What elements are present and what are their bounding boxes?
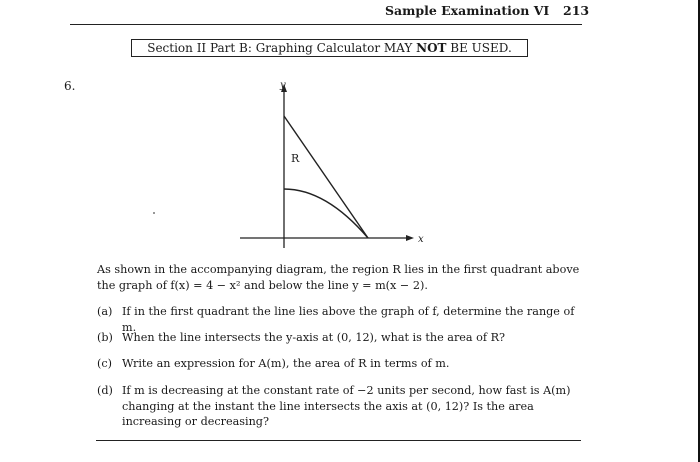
line-curve	[284, 116, 368, 238]
part-a-label: (a)	[97, 305, 113, 318]
part-c-label: (c)	[97, 357, 112, 370]
part-d-label: (d)	[97, 384, 113, 397]
problem-number: 6.	[64, 79, 76, 93]
section-suffix: BE USED.	[446, 41, 512, 55]
header-rule	[70, 24, 582, 25]
part-c-text: Write an expression for A(m), the area of R in terms of m.	[122, 357, 450, 370]
parabola-curve	[284, 189, 368, 238]
page-number: 213	[563, 3, 590, 18]
region-diagram	[234, 78, 434, 253]
part-a-text: If in the first quadrant the line lies above the graph of f, determine the range of m.	[122, 305, 575, 334]
x-axis-label: x	[418, 234, 424, 245]
footer-rule	[96, 440, 581, 441]
part-d-text: If m is decreasing at the constant rate of −2 units per second, how fast is A(m) changing at the instant the line intersects the axis at (0, 12)? Is the area increasing or decreasing?	[122, 384, 571, 428]
region-label: R	[291, 152, 300, 165]
part-b-text: When the line intersects the y-axis at (0, 12), what is the area of R?	[122, 331, 506, 344]
section-emphasis: NOT	[416, 41, 447, 55]
section-banner	[131, 39, 528, 57]
y-axis-label: y	[280, 80, 286, 91]
stray-dot	[153, 212, 155, 214]
x-axis-arrow	[406, 235, 414, 241]
section-prefix: Section II Part B: Graphing Calculator MAY	[147, 41, 417, 55]
problem-intro: As shown in the accompanying diagram, the region R lies in the first quadrant above the graph of f(x) = 4 − x² and below the line y = m(x − 2).	[97, 263, 580, 292]
part-b-label: (b)	[97, 331, 113, 344]
header-title: Sample Examination VI	[385, 3, 550, 18]
